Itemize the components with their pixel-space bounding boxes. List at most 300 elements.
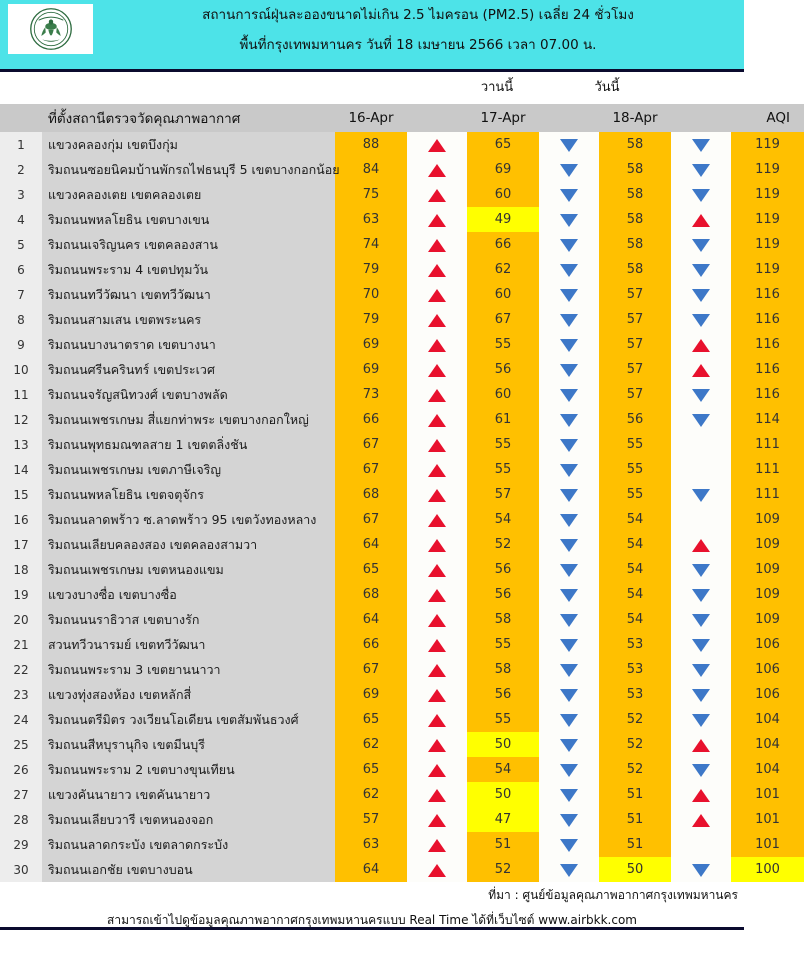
trend-down-icon — [692, 139, 710, 152]
trend-arrow-2 — [539, 732, 599, 757]
trend-arrow-1 — [407, 582, 467, 607]
value-18apr: 58 — [599, 157, 671, 182]
trend-arrow-1 — [407, 557, 467, 582]
col-header-date2: 17-Apr — [467, 104, 539, 132]
trend-down-icon — [560, 164, 578, 177]
trend-up-icon — [428, 614, 446, 627]
value-18apr: 53 — [599, 632, 671, 657]
value-16apr: 73 — [335, 382, 407, 407]
table-row — [0, 407, 804, 432]
value-17apr: 65 — [467, 132, 539, 157]
trend-arrow-2 — [539, 782, 599, 807]
trend-down-icon — [560, 489, 578, 502]
value-17apr: 52 — [467, 857, 539, 882]
value-18apr: 52 — [599, 757, 671, 782]
value-16apr: 65 — [335, 707, 407, 732]
trend-up-icon — [428, 839, 446, 852]
trend-arrow-2 — [539, 582, 599, 607]
trend-up-icon — [428, 239, 446, 252]
trend-up-icon — [428, 489, 446, 502]
trend-arrow-2 — [539, 382, 599, 407]
trend-arrow-2 — [539, 357, 599, 382]
table-row — [0, 732, 804, 757]
trend-down-icon — [692, 239, 710, 252]
row-number: 23 — [0, 682, 42, 707]
trend-up-icon — [428, 189, 446, 202]
trend-up-icon — [428, 589, 446, 602]
value-17apr: 49 — [467, 207, 539, 232]
trend-down-icon — [560, 289, 578, 302]
trend-arrow-1 — [407, 607, 467, 632]
value-16apr: 65 — [335, 757, 407, 782]
trend-down-icon — [560, 214, 578, 227]
trend-up-icon — [692, 539, 710, 552]
aqi-table — [0, 104, 804, 882]
footer-note: สามารถเข้าไปดูข้อมูลคุณภาพอากาศกรุงเทพมหานครแบบ Real Time ได้ที่เว็บไซต์ www.airbkk.com — [107, 913, 637, 927]
value-17apr: 55 — [467, 457, 539, 482]
col-header-no — [0, 104, 42, 132]
value-17apr: 57 — [467, 482, 539, 507]
station-name: แขวงคันนายาว เขตคันนายาว — [42, 782, 335, 807]
value-16apr: 79 — [335, 307, 407, 332]
bottom-rule — [0, 927, 744, 930]
footer-source: ที่มา : ศูนย์ข้อมูลคุณภาพอากาศกรุงเทพมหานคร — [488, 888, 738, 902]
value-18apr: 50 — [599, 857, 671, 882]
trend-arrow-1 — [407, 832, 467, 857]
trend-down-icon — [692, 689, 710, 702]
row-number: 20 — [0, 607, 42, 632]
value-17apr: 56 — [467, 682, 539, 707]
trend-arrow-1 — [407, 532, 467, 557]
value-aqi: 109 — [731, 557, 804, 582]
table-row — [0, 182, 804, 207]
station-name: ริมถนนจรัญสนิทวงศ์ เขตบางพลัด — [42, 382, 335, 407]
value-17apr: 55 — [467, 632, 539, 657]
trend-arrow-1 — [407, 807, 467, 832]
value-17apr: 54 — [467, 507, 539, 532]
trend-arrow-2 — [539, 482, 599, 507]
value-17apr: 55 — [467, 707, 539, 732]
value-17apr: 66 — [467, 232, 539, 257]
trend-arrow-1 — [407, 157, 467, 182]
trend-down-icon — [692, 264, 710, 277]
station-name: ริมถนนเพชรเกษม เขตหนองแขม — [42, 557, 335, 582]
value-17apr: 50 — [467, 732, 539, 757]
value-18apr: 57 — [599, 332, 671, 357]
sub-header — [0, 72, 744, 104]
trend-arrow-2 — [539, 282, 599, 307]
table-row — [0, 532, 804, 557]
col-header-trend1 — [407, 104, 467, 132]
row-number: 15 — [0, 482, 42, 507]
station-name: ริมถนนซอยนิคมบ้านพักรถไฟธนบุรี 5 เขตบางกอกน้อย — [42, 157, 335, 182]
trend-arrow-2 — [539, 457, 599, 482]
table-row — [0, 807, 804, 832]
trend-down-icon — [560, 764, 578, 777]
header-row — [0, 104, 804, 132]
today-label: วันนี้ — [594, 80, 620, 95]
trend-arrow-2 — [539, 507, 599, 532]
trend-arrow-3 — [671, 532, 731, 557]
row-number: 1 — [0, 132, 42, 157]
trend-arrow-1 — [407, 757, 467, 782]
trend-arrow-2 — [539, 257, 599, 282]
trend-down-icon — [560, 514, 578, 527]
header-title-line2: พื้นที่กรุงเทพมหานคร วันที่ 18 เมษายน 2566 เวลา 07.00 น. — [239, 37, 597, 53]
value-16apr: 67 — [335, 432, 407, 457]
value-18apr: 52 — [599, 732, 671, 757]
trend-arrow-3 — [671, 632, 731, 657]
trend-up-icon — [428, 514, 446, 527]
row-number: 9 — [0, 332, 42, 357]
value-16apr: 63 — [335, 207, 407, 232]
col-header-date1: 16-Apr — [335, 104, 407, 132]
trend-arrow-1 — [407, 432, 467, 457]
value-18apr: 51 — [599, 782, 671, 807]
value-16apr: 69 — [335, 332, 407, 357]
value-18apr: 55 — [599, 432, 671, 457]
trend-up-icon — [428, 364, 446, 377]
value-17apr: 52 — [467, 532, 539, 557]
trend-arrow-1 — [407, 682, 467, 707]
value-17apr: 50 — [467, 782, 539, 807]
table-row — [0, 557, 804, 582]
value-17apr: 60 — [467, 382, 539, 407]
value-16apr: 69 — [335, 357, 407, 382]
trend-arrow-2 — [539, 857, 599, 882]
trend-up-icon — [428, 564, 446, 577]
station-name: ริมถนนลาดพร้าว ซ.ลาดพร้าว 95 เขตวังทองหลาง — [42, 507, 335, 532]
trend-arrow-1 — [407, 132, 467, 157]
trend-up-icon — [692, 789, 710, 802]
trend-down-icon — [692, 864, 710, 877]
table-row — [0, 757, 804, 782]
table-row — [0, 232, 804, 257]
value-17apr: 60 — [467, 282, 539, 307]
value-17apr: 58 — [467, 657, 539, 682]
value-16apr: 64 — [335, 607, 407, 632]
value-16apr: 67 — [335, 457, 407, 482]
value-16apr: 63 — [335, 832, 407, 857]
trend-arrow-3 — [671, 132, 731, 157]
trend-arrow-2 — [539, 657, 599, 682]
value-17apr: 62 — [467, 257, 539, 282]
bangkok-seal-logo — [8, 4, 93, 54]
value-aqi: 116 — [731, 307, 804, 332]
value-16apr: 75 — [335, 182, 407, 207]
station-name: ริมถนนเลียบวารี เขตหนองจอก — [42, 807, 335, 832]
row-number: 12 — [0, 407, 42, 432]
trend-down-icon — [560, 414, 578, 427]
value-aqi: 119 — [731, 207, 804, 232]
value-17apr: 47 — [467, 807, 539, 832]
row-number: 2 — [0, 157, 42, 182]
station-name: ริมถนนเจริญนคร เขตคลองสาน — [42, 232, 335, 257]
value-aqi: 100 — [731, 857, 804, 882]
trend-arrow-3 — [671, 357, 731, 382]
value-aqi: 116 — [731, 282, 804, 307]
row-number: 19 — [0, 582, 42, 607]
value-16apr: 62 — [335, 782, 407, 807]
trend-down-icon — [560, 264, 578, 277]
value-17apr: 56 — [467, 357, 539, 382]
row-number: 22 — [0, 657, 42, 682]
table-row — [0, 257, 804, 282]
table-row — [0, 307, 804, 332]
station-name: ริมถนนนราธิวาส เขตบางรัก — [42, 607, 335, 632]
value-aqi: 119 — [731, 132, 804, 157]
value-18apr: 57 — [599, 282, 671, 307]
value-aqi: 101 — [731, 782, 804, 807]
value-aqi: 106 — [731, 682, 804, 707]
trend-arrow-2 — [539, 307, 599, 332]
trend-arrow-3 — [671, 557, 731, 582]
trend-arrow-3 — [671, 657, 731, 682]
value-17apr: 67 — [467, 307, 539, 332]
value-18apr: 51 — [599, 832, 671, 857]
value-16apr: 66 — [335, 407, 407, 432]
table-row — [0, 332, 804, 357]
value-16apr: 62 — [335, 732, 407, 757]
row-number: 17 — [0, 532, 42, 557]
value-17apr: 55 — [467, 332, 539, 357]
trend-down-icon — [560, 139, 578, 152]
trend-up-icon — [428, 664, 446, 677]
station-name: ริมถนนตรีมิตร วงเวียนโอเดียน เขตสัมพันธวงศ์ — [42, 707, 335, 732]
trend-arrow-1 — [407, 232, 467, 257]
value-17apr: 69 — [467, 157, 539, 182]
station-name: แขวงคลองกุ่ม เขตบึงกุ่ม — [42, 132, 335, 157]
station-name: ริมถนนพระราม 3 เขตยานนาวา — [42, 657, 335, 682]
value-18apr: 58 — [599, 232, 671, 257]
value-17apr: 60 — [467, 182, 539, 207]
value-aqi: 106 — [731, 657, 804, 682]
value-aqi: 109 — [731, 507, 804, 532]
table-row — [0, 607, 804, 632]
page-header — [0, 0, 744, 72]
value-18apr: 58 — [599, 257, 671, 282]
trend-arrow-3 — [671, 707, 731, 732]
trend-down-icon — [692, 714, 710, 727]
trend-down-icon — [692, 489, 710, 502]
value-aqi: 116 — [731, 332, 804, 357]
station-name: ริมถนนเพชรเกษม สี่แยกท่าพระ เขตบางกอกใหญ่ — [42, 407, 335, 432]
trend-arrow-3 — [671, 257, 731, 282]
row-number: 14 — [0, 457, 42, 482]
trend-up-icon — [428, 689, 446, 702]
value-16apr: 74 — [335, 232, 407, 257]
value-18apr: 57 — [599, 357, 671, 382]
table-row — [0, 657, 804, 682]
trend-arrow-1 — [407, 357, 467, 382]
table-row — [0, 707, 804, 732]
trend-up-icon — [692, 339, 710, 352]
value-16apr: 66 — [335, 632, 407, 657]
trend-arrow-2 — [539, 407, 599, 432]
station-name: ริมถนนบางนาตราด เขตบางนา — [42, 332, 335, 357]
header-title-line1: สถานการณ์ฝุ่นละอองขนาดไม่เกิน 2.5 ไมครอน (PM2.5) เฉลี่ย 24 ชั่วโมง — [202, 7, 634, 23]
trend-arrow-3 — [671, 307, 731, 332]
trend-arrow-2 — [539, 332, 599, 357]
value-16apr: 68 — [335, 582, 407, 607]
station-name: ริมถนนพระราม 4 เขตปทุมวัน — [42, 257, 335, 282]
value-aqi: 109 — [731, 532, 804, 557]
trend-arrow-3 — [671, 332, 731, 357]
value-16apr: 67 — [335, 657, 407, 682]
row-number: 3 — [0, 182, 42, 207]
value-18apr: 54 — [599, 532, 671, 557]
trend-up-icon — [428, 464, 446, 477]
row-number: 28 — [0, 807, 42, 832]
value-18apr: 51 — [599, 807, 671, 832]
col-header-station: ที่ตั้งสถานีตรวจวัดคุณภาพอากาศ — [42, 104, 335, 132]
trend-arrow-1 — [407, 632, 467, 657]
value-aqi: 116 — [731, 357, 804, 382]
table-row — [0, 682, 804, 707]
value-16apr: 67 — [335, 507, 407, 532]
trend-arrow-3 — [671, 607, 731, 632]
table-row — [0, 357, 804, 382]
value-18apr: 58 — [599, 207, 671, 232]
station-name: ริมถนนสามเสน เขตพระนคร — [42, 307, 335, 332]
trend-arrow-2 — [539, 832, 599, 857]
yesterday-label: วานนี้ — [480, 80, 514, 95]
trend-down-icon — [560, 839, 578, 852]
table-row — [0, 432, 804, 457]
trend-arrow-2 — [539, 557, 599, 582]
trend-up-icon — [428, 864, 446, 877]
trend-down-icon — [692, 614, 710, 627]
value-aqi: 106 — [731, 632, 804, 657]
trend-arrow-2 — [539, 632, 599, 657]
trend-arrow-1 — [407, 657, 467, 682]
trend-arrow-3 — [671, 407, 731, 432]
value-aqi: 119 — [731, 232, 804, 257]
trend-down-icon — [560, 589, 578, 602]
trend-down-icon — [560, 689, 578, 702]
trend-down-icon — [560, 664, 578, 677]
table-row — [0, 207, 804, 232]
value-17apr: 58 — [467, 607, 539, 632]
station-name: ริมถนนเอกชัย เขตบางบอน — [42, 857, 335, 882]
trend-arrow-3 — [671, 582, 731, 607]
station-name: แขวงบางซื่อ เขตบางซื่อ — [42, 582, 335, 607]
trend-arrow-1 — [407, 732, 467, 757]
station-name: ริมถนนเพชรเกษม เขตภาษีเจริญ — [42, 457, 335, 482]
value-17apr: 56 — [467, 557, 539, 582]
row-number: 4 — [0, 207, 42, 232]
value-17apr: 51 — [467, 832, 539, 857]
trend-arrow-2 — [539, 682, 599, 707]
value-aqi: 111 — [731, 432, 804, 457]
trend-up-icon — [428, 739, 446, 752]
trend-arrow-3 — [671, 857, 731, 882]
trend-arrow-2 — [539, 607, 599, 632]
value-18apr: 53 — [599, 682, 671, 707]
trend-up-icon — [428, 264, 446, 277]
value-17apr: 55 — [467, 432, 539, 457]
trend-arrow-3 — [671, 182, 731, 207]
trend-arrow-3 — [671, 207, 731, 232]
trend-arrow-1 — [407, 507, 467, 532]
header-titles — [100, 4, 736, 56]
trend-down-icon — [692, 289, 710, 302]
trend-arrow-1 — [407, 382, 467, 407]
trend-arrow-1 — [407, 857, 467, 882]
station-name: ริมถนนพระราม 2 เขตบางขุนเทียน — [42, 757, 335, 782]
trend-arrow-3 — [671, 682, 731, 707]
trend-arrow-1 — [407, 332, 467, 357]
col-header-aqi: AQI — [731, 104, 804, 132]
station-name: ริมถนนสีหบุรานุกิจ เขตมีนบุรี — [42, 732, 335, 757]
value-18apr: 57 — [599, 382, 671, 407]
trend-arrow-1 — [407, 307, 467, 332]
value-16apr: 70 — [335, 282, 407, 307]
value-aqi: 109 — [731, 607, 804, 632]
trend-arrow-2 — [539, 182, 599, 207]
station-name: ริมถนนพหลโยธิน เขตบางเขน — [42, 207, 335, 232]
trend-arrow-3 — [671, 432, 731, 457]
trend-arrow-3 — [671, 382, 731, 407]
value-aqi: 111 — [731, 482, 804, 507]
trend-arrow-3 — [671, 157, 731, 182]
trend-up-icon — [428, 389, 446, 402]
trend-down-icon — [692, 389, 710, 402]
row-number: 6 — [0, 257, 42, 282]
value-18apr: 58 — [599, 132, 671, 157]
value-18apr: 54 — [599, 607, 671, 632]
value-18apr: 55 — [599, 482, 671, 507]
value-16apr: 65 — [335, 557, 407, 582]
row-number: 5 — [0, 232, 42, 257]
value-aqi: 119 — [731, 157, 804, 182]
value-18apr: 58 — [599, 182, 671, 207]
trend-arrow-3 — [671, 782, 731, 807]
trend-down-icon — [560, 714, 578, 727]
trend-arrow-3 — [671, 232, 731, 257]
trend-up-icon — [428, 139, 446, 152]
value-aqi: 101 — [731, 807, 804, 832]
table-row — [0, 382, 804, 407]
trend-down-icon — [692, 664, 710, 677]
value-aqi: 104 — [731, 707, 804, 732]
trend-arrow-3 — [671, 757, 731, 782]
table-row — [0, 457, 804, 482]
col-header-date3: 18-Apr — [599, 104, 671, 132]
trend-up-icon — [428, 764, 446, 777]
table-row — [0, 482, 804, 507]
row-number: 10 — [0, 357, 42, 382]
trend-down-icon — [692, 189, 710, 202]
trend-arrow-2 — [539, 132, 599, 157]
trend-arrow-2 — [539, 807, 599, 832]
value-17apr: 56 — [467, 582, 539, 607]
trend-up-icon — [428, 289, 446, 302]
value-18apr: 52 — [599, 707, 671, 732]
trend-arrow-1 — [407, 482, 467, 507]
station-name: แขวงคลองเตย เขตคลองเตย — [42, 182, 335, 207]
row-number: 29 — [0, 832, 42, 857]
trend-arrow-1 — [407, 282, 467, 307]
trend-arrow-1 — [407, 457, 467, 482]
value-16apr: 64 — [335, 857, 407, 882]
trend-arrow-1 — [407, 707, 467, 732]
row-number: 16 — [0, 507, 42, 532]
trend-down-icon — [560, 339, 578, 352]
value-aqi: 119 — [731, 182, 804, 207]
trend-up-icon — [428, 414, 446, 427]
trend-arrow-1 — [407, 257, 467, 282]
